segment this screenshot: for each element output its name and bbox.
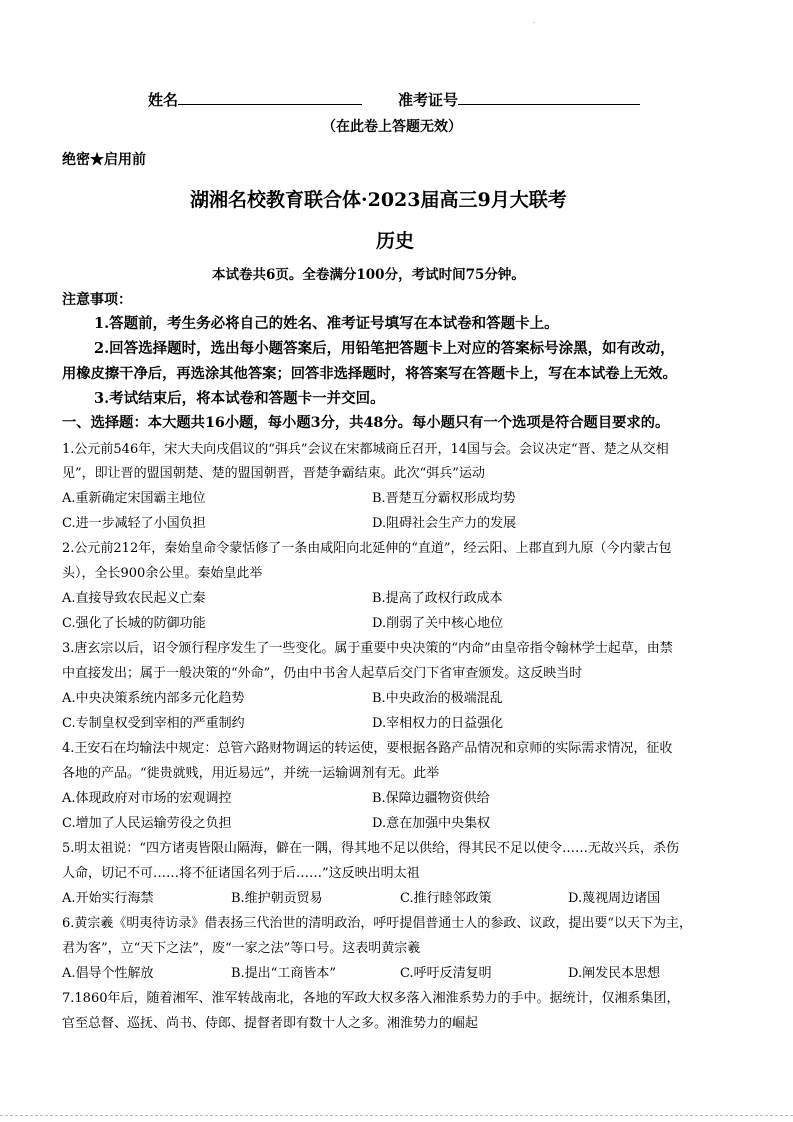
- id-blank: [458, 90, 640, 105]
- q5-stem-2: 人命，切记不可……将不征诸国名列于后……”这反映出明太祖: [62, 866, 420, 881]
- q6-option-a: A.倡导个性解放: [62, 966, 154, 981]
- q5-stem-1: 5.明太祖说：“四方诸夷皆限山隔海，僻在一隅，得其地不足以供给，得其民不足以使令……无故兴兵，杀伤: [62, 841, 680, 856]
- q5-option-c: C.推行睦邻政策: [400, 891, 492, 906]
- notes-heading: 注意事项：: [62, 292, 132, 308]
- q6-option-b: B.提出“工商皆本”: [231, 966, 336, 981]
- secret-mark: 绝密★启用前: [62, 152, 146, 168]
- q6-option-c: C.呼吁反清复明: [400, 966, 492, 981]
- q3-option-a: A.中央决策系统内部多元化趋势: [62, 691, 245, 706]
- q5-option-a: A.开始实行海禁: [62, 891, 154, 906]
- section-heading: 一、选择题：本大题共16小题，每小题3分，共48分。每小题只有一个选项是符合题目要求的。: [62, 415, 670, 431]
- corner-dot: .: [533, 18, 535, 25]
- q6-stem-2: 君为客”，立“天下之法”，废“一家之法”等口号。这表明黄宗羲: [62, 941, 421, 956]
- exam-title: 湖湘名校教育联合体·2023届高三9月大联考: [190, 189, 567, 211]
- q3-option-c: C.专制皇权受到宰相的严重制约: [62, 716, 245, 731]
- q3-stem-2: 中直接发出；属于一般决策的“外命”，仍由中书舍人起草后交门下省审查颁发。这反映当时: [62, 666, 583, 681]
- q4-stem-1: 4.王安石在均输法中规定：总管六路财物调运的转运使，要根据各路产品情况和京师的实际需求情况，征收: [62, 741, 673, 756]
- note-2b: 用橡皮擦干净后，再选涂其他答案；回答非选择题时，将答案写在答题卡上，写在本试卷上无效。: [62, 366, 677, 382]
- q5-option-d: D.蔑视周边诸国: [568, 891, 661, 906]
- q2-option-c: C.强化了长城的防御功能: [62, 616, 206, 631]
- exam-info: 本试卷共6页。全卷满分100分，考试时间75分钟。: [212, 267, 525, 283]
- q7-stem-1: 7.1860年后，随着湘军、淮军转战南北，各地的军政大权多落入湘淮系势力的手中。据统计，仅湘系集团，: [62, 991, 680, 1006]
- id-field: [398, 89, 640, 110]
- q4-stem-2: 各地的产品。“徙贵就贱，用近易远”，并统一运输调剂有无。此举: [62, 766, 440, 781]
- q4-option-a: A.体现政府对市场的宏观调控: [62, 791, 232, 806]
- q2-option-b: B.提高了政权行政成本: [372, 591, 503, 606]
- page-bottom-divider: [0, 1115, 793, 1116]
- q4-option-d: D.意在加强中央集权: [372, 816, 491, 831]
- note-2a: 2.回答选择题时，选出每小题答案后，用铅笔把答题卡上对应的答案标号涂黑，如有改动，: [94, 340, 675, 357]
- q3-option-b: B.中央政治的极端混乱: [372, 691, 503, 706]
- q2-option-d: D.削弱了关中核心地位: [372, 616, 504, 631]
- invalid-note: （在此卷上答题无效）: [322, 119, 462, 135]
- q5-option-b: B.维护朝贡贸易: [231, 891, 323, 906]
- q1-option-c: C.进一步减轻了小国负担: [62, 516, 206, 531]
- name-blank: [178, 90, 362, 105]
- q6-stem-1: 6.黄宗羲《明夷待访录》借表扬三代治世的清明政治，呼吁提倡普通士人的参政、议政，提出要“以天下为主，: [62, 916, 693, 931]
- name-label: 姓名: [148, 91, 179, 109]
- q7-stem-2: 官至总督、巡抚、尚书、侍郎、提督者即有数十人之多。湘淮势力的崛起: [62, 1016, 479, 1031]
- note-1: 1.答题前，考生务必将自己的姓名、准考证号填写在本试卷和答题卡上。: [94, 315, 559, 332]
- q4-option-b: B.保障边疆物资供给: [372, 791, 490, 806]
- q1-option-b: B.晋楚互分霸权形成均势: [372, 491, 516, 506]
- q2-stem-2: 头），全长900余公里。秦始皇此举: [62, 566, 263, 581]
- q3-option-d: D.宰相权力的日益强化: [372, 716, 504, 731]
- q4-option-c: C.增加了人民运输劳役之负担: [62, 816, 232, 831]
- q6-option-d: D.阐发民本思想: [568, 966, 661, 981]
- q1-option-d: D.阻碍社会生产力的发展: [372, 516, 517, 531]
- q1-stem-1: 1.公元前546年，宋大夫向戌倡议的“弭兵”会议在宋都城商丘召开，14国与会。会议决定“晋、楚之从交相: [62, 442, 669, 457]
- name-field: [148, 89, 362, 110]
- q2-option-a: A.直接导致农民起义亡秦: [62, 591, 206, 606]
- q2-stem-1: 2.公元前212年，秦始皇命令蒙恬修了一条由咸阳向北延伸的“直道”，经云阳、上郡直到九原（今内蒙古包: [62, 541, 672, 556]
- q3-stem-1: 3.唐玄宗以后，诏令颁行程序发生了一些变化。属于重要中央决策的“内命”由皇帝指令翰林学士起草，由禁: [62, 641, 673, 656]
- id-label: 准考证号: [398, 91, 459, 109]
- subject-title: 历史: [376, 230, 415, 252]
- q1-stem-2: 见”，即让晋的盟国朝楚、楚的盟国朝晋，晋楚争霸结束。此次“弭兵”运动: [62, 466, 485, 481]
- q1-option-a: A.重新确定宋国霸主地位: [62, 491, 206, 506]
- note-3: 3.考试结束后，将本试卷和答题卡一并交回。: [94, 390, 385, 407]
